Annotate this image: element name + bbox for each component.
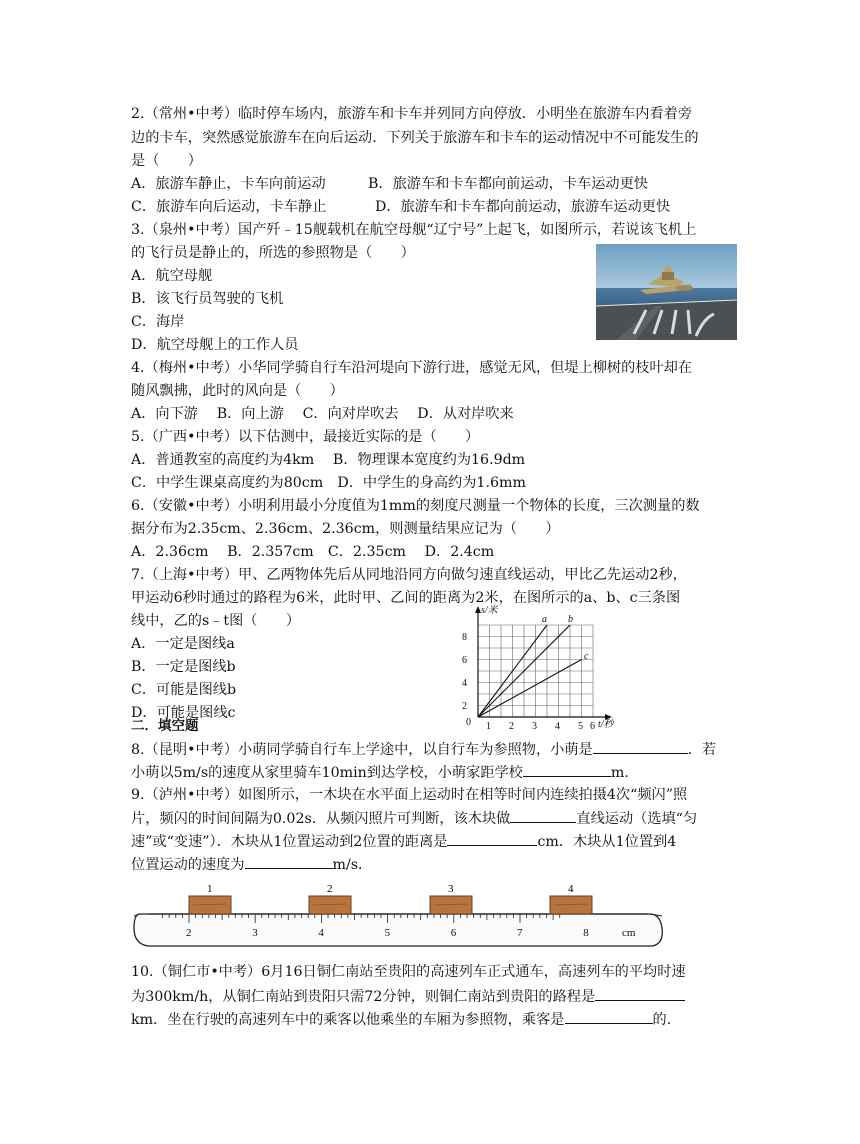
q4-options: A．向下游 B．向上游 C．向对岸吹去 D．从对岸吹来 <box>131 406 514 422</box>
line-c-label: c <box>584 651 589 662</box>
q10-text: 的. <box>652 1012 672 1028</box>
y-axis-label: s/米 <box>481 605 498 616</box>
q2-line2: 边的卡车，突然感觉旅游车在向后运动．下列关于旅游车和卡车的运动情况中不可能发生的 <box>131 130 699 146</box>
section-title-fill-blank: 二．填空题 <box>131 718 199 734</box>
x-tick: 1 <box>486 721 491 731</box>
y-tick: 6 <box>462 655 467 666</box>
q7-line2: 甲运动6秒时通过的路程为6米，此时甲、乙间的距离为2米，在图所示的a、b、c三条图 <box>131 590 681 606</box>
q9-text: m/s． <box>332 857 373 873</box>
q6-options: A．2.36cm B．2.357cm C．2.35cm D．2.4cm <box>131 544 495 560</box>
q3-option-a: A．航空母舰 <box>131 268 213 284</box>
answer-blank[interactable] <box>595 986 685 1001</box>
q3-option-b: B．该飞行员驾驶的飞机 <box>131 291 284 307</box>
q5-options-ab: A．普通教室的高度约为4km B．物理课本宽度约为16.9dm <box>131 452 526 468</box>
q9-text: 速”或“变速”）．木块从1位置运动到2位置的距离是 <box>131 834 448 850</box>
q7-option-b: B．一定是图线b <box>131 659 236 675</box>
q3-line1: 3.（泉州•中考）国产歼﹣15舰载机在航空母舰“辽宁号”上起飞，如图所示，若说该飞机上 <box>131 222 697 238</box>
origin-label: 0 <box>466 717 471 728</box>
q8-text: 小萌以5m/s的速度从家里骑车10min到达学校，小萌家距学校 <box>131 765 523 781</box>
y-tick: 4 <box>462 678 467 689</box>
q7-option-c: C．可能是图线b <box>131 682 237 698</box>
answer-blank[interactable] <box>245 854 333 869</box>
q2-option-a: A．旅游车静止，卡车向前运动 <box>131 176 326 192</box>
ruler-mark-label: 7 <box>517 927 523 939</box>
ruler-mark-label: 5 <box>384 927 391 939</box>
x-tick: 3 <box>532 721 537 731</box>
q2-option-d: D．旅游车和卡车都向前运动，旅游车运动更快 <box>375 199 671 215</box>
q8-text: m. <box>610 765 629 781</box>
answer-blank[interactable] <box>447 831 537 846</box>
y-tick: 8 <box>462 632 467 643</box>
q2-option-b: B．旅游车和卡车都向前运动，卡车运动更快 <box>368 176 648 192</box>
q9-line4 <box>131 854 372 875</box>
q7-line1: 7.（上海•中考）甲、乙两物体先后从同地沿同方向做匀速直线运动，甲比乙先运动2秒， <box>131 567 687 583</box>
q7-option-d: D．可能是图线c <box>131 705 236 721</box>
q5-line1: 5.（广西•中考）以下估测中，最接近实际的是（ ） <box>131 429 480 445</box>
q2-option-c: C．旅游车向后运动，卡车静止 <box>131 199 327 215</box>
q10-text: 为300km/h，从铜仁南站到贵阳只需72分钟，则铜仁南站到贵阳的路程是 <box>131 989 596 1005</box>
q10-line1: 10.（铜仁市•中考）6月16日铜仁南站至贵阳的高速列车正式通车，高速列车的平均时速 <box>131 964 686 980</box>
ruler-mark-label: 3 <box>252 927 258 939</box>
block-number-label: 1 <box>207 883 213 895</box>
answer-blank[interactable] <box>523 762 611 777</box>
line-c <box>478 660 582 718</box>
q3-line2: 的飞行员是静止的，所选的参照物是（ ） <box>131 245 415 261</box>
q2-line1: 2.（常州•中考）临时停车场内，旅游车和卡车并列同方向停放．小明坐在旅游车内看着旁 <box>131 106 693 122</box>
x-tick: 2 <box>509 721 514 731</box>
q6-line2: 据分布为2.35cm、2.36cm、2.36cm，则测量结果应记为（ ） <box>131 521 560 537</box>
q8-line2 <box>131 762 629 783</box>
ruler-unit-label: cm <box>622 927 636 939</box>
ruler-mark-label: 6 <box>450 927 457 939</box>
q9-text: 位置运动的速度为 <box>131 857 245 873</box>
q3-option-d: D．航空母舰上的工作人员 <box>131 337 299 353</box>
q6-line1: 6.（安徽•中考）小明利用最小分度值为1mm的刻度尺测量一个物体的长度，三次测量的数 <box>131 498 700 514</box>
q8-text: 8.（昆明•中考）小萌同学骑自行车上学途中，以自行车为参照物，小萌是 <box>131 742 593 758</box>
q9-line3 <box>131 831 676 852</box>
q8-text: ．若 <box>687 742 717 758</box>
block-number-label: 4 <box>568 883 574 895</box>
q7-line3: 线中，乙的s﹣t图（ ） <box>131 613 301 629</box>
q4-line2: 随风飘拂，此时的风向是（ ） <box>131 383 344 399</box>
q10-text: km．坐在行驶的高速列车中的乘客以他乘坐的车厢为参照物，乘客是 <box>131 1012 565 1028</box>
carrier-jet-photo <box>596 244 737 340</box>
q7-option-a: A．一定是图线a <box>131 636 235 652</box>
q5-options-cd: C．中学生课桌高度约为80cm D．中学生的身高约为1.6mm <box>131 475 526 491</box>
answer-blank[interactable] <box>565 1009 653 1024</box>
st-graph <box>456 603 616 731</box>
q2-line3: 是（ ） <box>131 153 202 169</box>
answer-blank[interactable] <box>593 739 688 754</box>
x-axis-label: t/秒 <box>598 719 614 730</box>
block-number-label: 2 <box>327 883 333 895</box>
q9-line2 <box>131 808 697 829</box>
q4-line1: 4.（梅州•中考）小华同学骑自行车沿河堤向下游行进，感觉无风，但堤上柳树的枝叶却在 <box>131 360 693 376</box>
q8-line1 <box>131 739 716 760</box>
q9-line1: 9.（泸州•中考）如图所示，一木块在水平面上运动时在相等时间内连续拍摄4次“频闪”照 <box>131 787 688 803</box>
q10-line3 <box>131 1009 671 1030</box>
line-a-label: a <box>542 614 547 625</box>
ruler-mark-label: 8 <box>583 927 589 939</box>
ruler-mark-label: 2 <box>186 927 192 939</box>
q3-option-c: C．海岸 <box>131 314 185 330</box>
q10-line2 <box>131 986 685 1007</box>
q9-text: cm．木块从1位置到4 <box>537 834 677 850</box>
block-number-label: 3 <box>448 883 454 895</box>
x-tick: 4 <box>555 721 560 731</box>
line-b-label: b <box>568 614 573 625</box>
x-tick: 5 <box>578 721 583 731</box>
ruler-figure <box>128 880 668 952</box>
x-tick: 6 <box>590 721 595 731</box>
answer-blank[interactable] <box>510 808 576 823</box>
ruler-mark-label: 4 <box>318 927 324 939</box>
y-tick: 2 <box>462 701 467 712</box>
q9-text: 片，频闪的时间间隔为0.02s．从频闪照片可判断，该木块做 <box>131 811 511 827</box>
q9-text: 直线运动（选填“匀 <box>576 811 698 827</box>
